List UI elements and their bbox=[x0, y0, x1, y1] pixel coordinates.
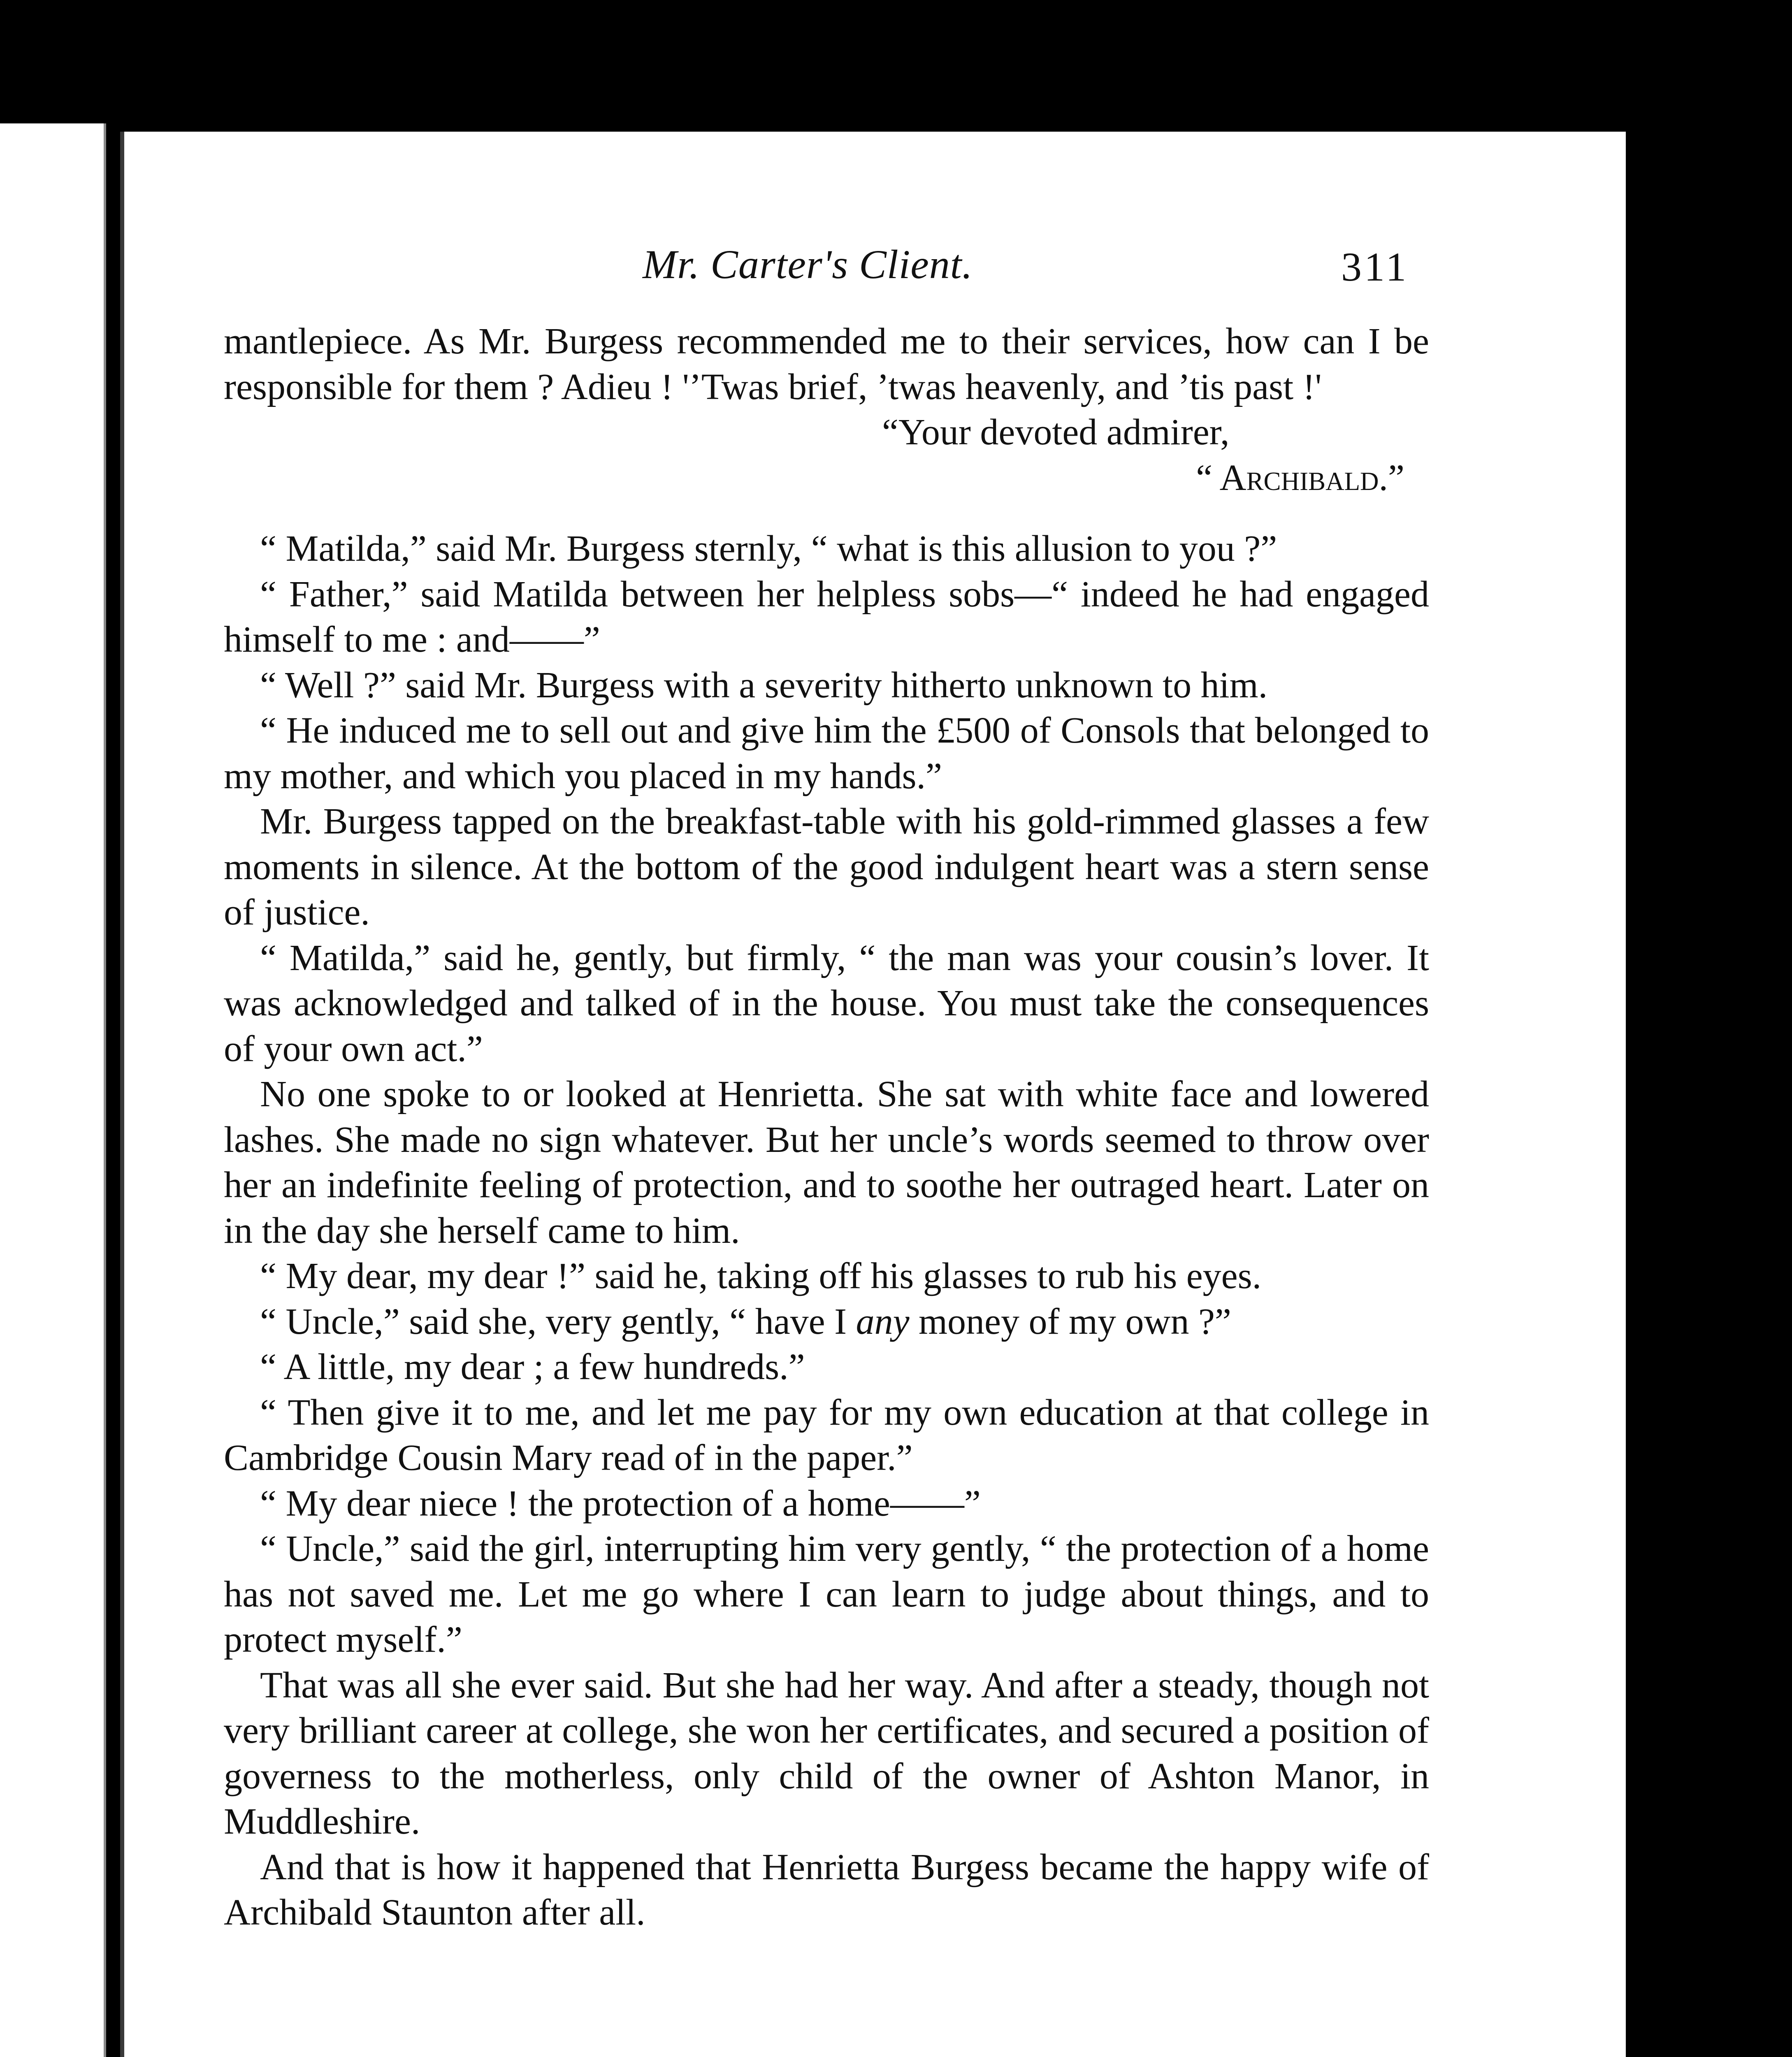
emphasized-word: any bbox=[856, 1301, 910, 1342]
facing-page-edge bbox=[0, 123, 106, 2057]
paragraph: “ Well ?” said Mr. Burgess with a severity hitherto unknown to him. bbox=[260, 664, 1268, 706]
running-title: Mr. Carter's Client. bbox=[643, 241, 973, 287]
paragraph: Mr. Burgess tapped on the breakfast-table with his gold-rimmed glasses a few moments in silence. At the bottom of the good indulgent heart was a stern sense of justice. bbox=[224, 801, 1429, 933]
paragraph: “ Then give it to me, and let me pay for my own education at that college in Cambridge Cousin Mary read of in the paper.” bbox=[224, 1392, 1429, 1478]
paragraph: “ Father,” said Matilda between her helpless sobs—“ indeed he had engaged himself to me : and——” bbox=[224, 573, 1429, 660]
body-text bbox=[224, 319, 1429, 1936]
paragraph: “ My dear, my dear !” said he, taking off his glasses to rub his eyes. bbox=[260, 1256, 1262, 1296]
letter-closing: “Your devoted admirer, bbox=[882, 412, 1230, 453]
paragraph: “ A little, my dear ; a few hundreds.” bbox=[260, 1347, 805, 1387]
paragraph: mantlepiece. As Mr. Burgess recommended me to their services, how can I be responsible for them ? Adieu ! '’Twas brief, ’twas heavenly, and ’tis past !' bbox=[224, 321, 1429, 407]
paragraph-part: money of my own ?” bbox=[919, 1301, 1231, 1342]
paragraph: “ Matilda,” said he, gently, but firmly, “ the man was your cousin’s lover. It was acknowledged and talked of in the house. You must take the consequences of your own act.” bbox=[224, 937, 1429, 1069]
paragraph: “ Matilda,” said Mr. Burgess sternly, “ what is this allusion to you ?” bbox=[260, 528, 1277, 569]
letter-signature: “ Archibald.” bbox=[1196, 457, 1404, 498]
paragraph: “ Uncle,” said the girl, interrupting him very gently, “ the protection of a home has not saved me. Let me go where I can learn to judge about things, and to protect myself.” bbox=[224, 1528, 1429, 1660]
running-head bbox=[124, 241, 1626, 294]
paragraph: And that is how it happened that Henrietta Burgess became the happy wife of Archibald Staunton after all. bbox=[224, 1846, 1429, 1933]
paragraph: “ He induced me to sell out and give him the £500 of Consols that belonged to my mother, and which you placed in my hands.” bbox=[224, 710, 1429, 796]
paragraph: No one spoke to or looked at Henrietta. She sat with white face and lowered lashes. She made no sign whatever. But her uncle’s words seemed to throw over her an indefinite feeling of protection, and to soothe her outraged heart. Later on in the day she herself came to him. bbox=[224, 1074, 1429, 1251]
paragraph-part: “ Uncle,” said she, very gently, “ have I bbox=[260, 1301, 847, 1342]
page-number: 311 bbox=[1341, 244, 1409, 290]
book-page bbox=[120, 132, 1626, 2057]
paragraph: That was all she ever said. But she had her way. And after a steady, though not very brilliant career at college, she won her certificates, and secured a position of governess to the motherless, only child of the owner of Ashton Manor, in Muddleshire. bbox=[224, 1665, 1429, 1842]
paragraph bbox=[224, 1299, 1429, 1345]
paragraph: “ My dear niece ! the protection of a home——” bbox=[260, 1483, 981, 1524]
